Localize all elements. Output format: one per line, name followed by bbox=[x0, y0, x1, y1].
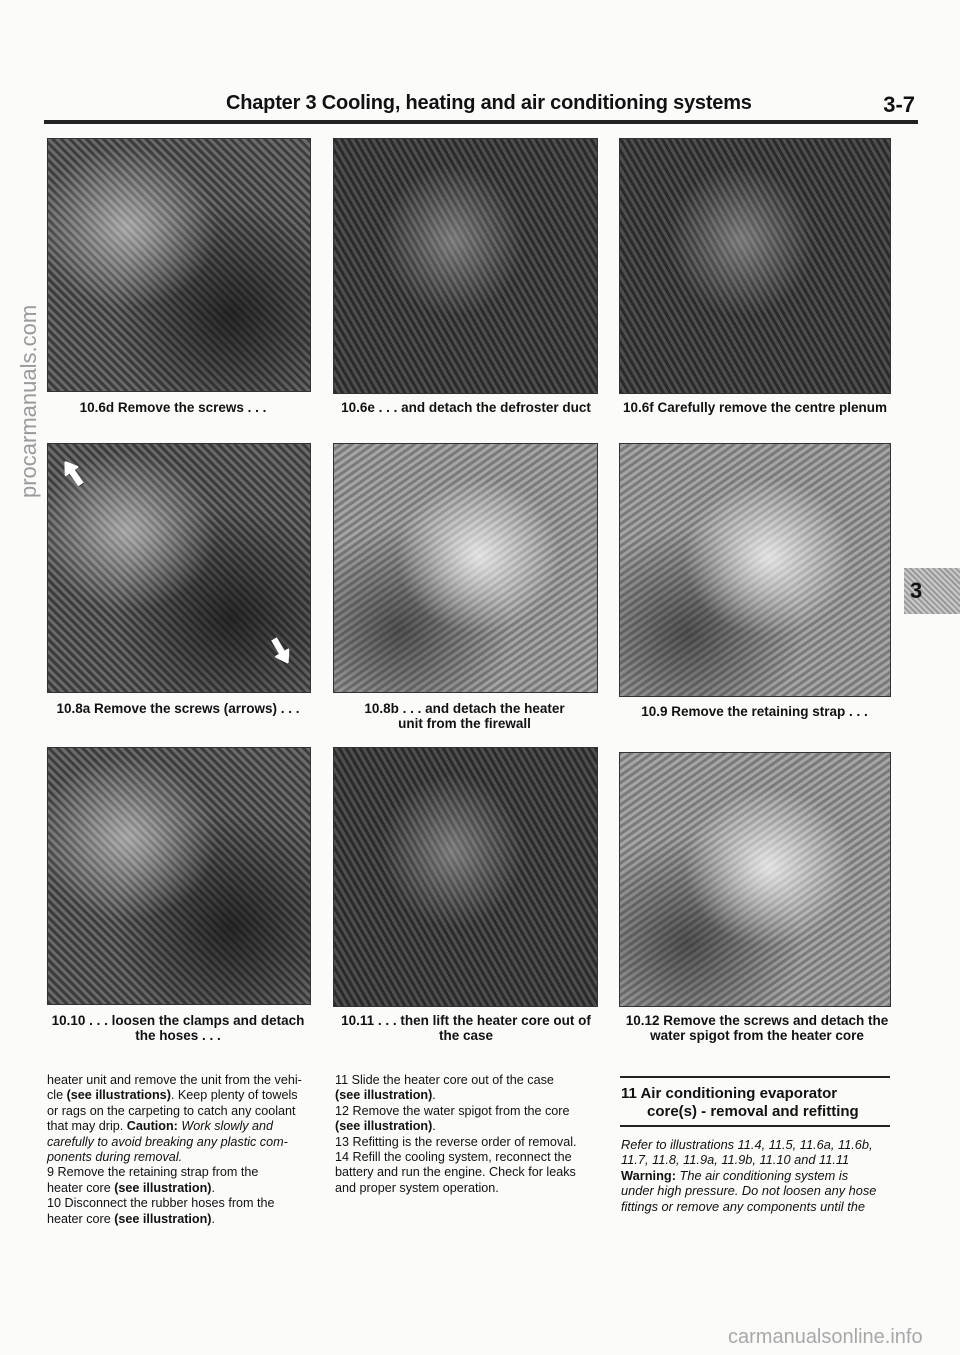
section-11-heading-line2: core(s) - removal and refitting bbox=[647, 1103, 859, 1120]
chapter-tab-number: 3 bbox=[910, 578, 923, 603]
caption-10-10 bbox=[40, 1013, 316, 1043]
photo-10-6f bbox=[619, 138, 891, 394]
text-line: or rags on the carpeting to catch any coolant bbox=[47, 1103, 296, 1118]
section-11-heading bbox=[621, 1085, 896, 1121]
text-line: ponents during removal. bbox=[47, 1150, 183, 1165]
photo-10-10 bbox=[47, 747, 311, 1005]
text-line: 14 Refill the cooling system, reconnect the bbox=[335, 1150, 572, 1165]
chapter-header-title: Chapter 3 Cooling, heating and air conditioning systems bbox=[226, 92, 752, 114]
text-line: carefully to avoid breaking any plastic com- bbox=[47, 1134, 288, 1149]
text-line: heater core (see illustration). bbox=[47, 1180, 215, 1195]
text-line: and proper system operation. bbox=[335, 1180, 499, 1195]
caption-10-11-line1: 10.11 . . . then lift the heater core out of bbox=[341, 1013, 591, 1028]
photo-10-12 bbox=[619, 752, 891, 1007]
photo-10-11 bbox=[333, 747, 598, 1007]
caption-10-9: 10.9 Remove the retaining strap . . . bbox=[641, 704, 868, 719]
chapter-tab bbox=[904, 568, 960, 614]
caption-10-8a: 10.8a Remove the screws (arrows) . . . bbox=[56, 701, 300, 716]
page-number: 3-7 bbox=[883, 92, 915, 117]
caption-10-11-line2: the case bbox=[438, 1028, 494, 1043]
caption-10-8b-line1: 10.8b . . . and detach the heater bbox=[364, 701, 565, 716]
caption-10-10-line1: 10.10 . . . loosen the clamps and detach bbox=[51, 1013, 305, 1028]
text-line: Warning: The air conditioning system is bbox=[621, 1167, 849, 1183]
text-line: battery and run the engine. Check for leaks bbox=[335, 1165, 576, 1180]
text-line: 11.7, 11.8, 11.9a, 11.9b, 11.10 and 11.11 bbox=[621, 1152, 850, 1168]
text-line: under high pressure. Do not loosen any hose bbox=[621, 1183, 877, 1199]
text-line: 9 Remove the retaining strap from the bbox=[47, 1165, 259, 1180]
caption-10-11 bbox=[326, 1013, 606, 1043]
arrow-icon bbox=[266, 634, 297, 669]
caption-10-12-line2: water spigot from the heater core bbox=[650, 1028, 864, 1043]
text-line: (see illustration). bbox=[335, 1119, 436, 1134]
caption-10-6e: 10.6e . . . and detach the defroster duct bbox=[341, 400, 591, 415]
section-11-heading-line1: 11 Air conditioning evaporator bbox=[621, 1085, 838, 1102]
text-line: 12 Remove the water spigot from the core bbox=[335, 1103, 570, 1118]
caption-10-12 bbox=[612, 1013, 902, 1043]
text-line: Refer to illustrations 11.4, 11.5, 11.6a, 11.6b, bbox=[621, 1137, 873, 1152]
section-rule-top bbox=[620, 1076, 890, 1078]
text-line: that may drip. Caution: Work slowly and bbox=[47, 1119, 274, 1134]
watermark-side: procarmanuals.com bbox=[16, 304, 41, 498]
caption-10-8b bbox=[333, 701, 596, 731]
photo-10-6e bbox=[333, 138, 598, 394]
body-column-2 bbox=[335, 1073, 600, 1196]
photo-10-9 bbox=[619, 443, 891, 697]
text-line: cle (see illustrations). Keep plenty of towels bbox=[47, 1088, 298, 1103]
arrow-icon bbox=[57, 456, 89, 491]
section-11-text bbox=[621, 1137, 911, 1214]
text-line: heater core (see illustration). bbox=[47, 1211, 215, 1226]
body-column-1 bbox=[47, 1073, 312, 1227]
text-line: 11 Slide the heater core out of the case bbox=[335, 1073, 554, 1087]
text-line: 13 Refitting is the reverse order of removal. bbox=[335, 1134, 577, 1149]
caption-10-12-line1: 10.12 Remove the screws and detach the bbox=[625, 1013, 889, 1028]
header-rule bbox=[44, 120, 918, 124]
caption-10-6f: 10.6f Carefully remove the centre plenum bbox=[622, 400, 888, 415]
text-line: heater unit and remove the unit from the vehi- bbox=[47, 1073, 302, 1087]
caption-10-10-line2: the hoses . . . bbox=[135, 1028, 221, 1043]
text-line: (see illustration). bbox=[335, 1088, 436, 1103]
watermark-bottom: carmanualsonline.info bbox=[728, 1326, 923, 1348]
text-line: fittings or remove any components until the bbox=[621, 1198, 865, 1214]
section-rule-bottom bbox=[620, 1125, 890, 1127]
caption-10-8b-line2: unit from the firewall bbox=[398, 716, 531, 731]
photo-10-8a bbox=[47, 443, 311, 693]
text-line: 10 Disconnect the rubber hoses from the bbox=[47, 1196, 275, 1211]
photo-10-8b bbox=[333, 443, 598, 693]
caption-10-6d: 10.6d Remove the screws . . . bbox=[79, 400, 267, 415]
photo-10-6d bbox=[47, 138, 311, 392]
